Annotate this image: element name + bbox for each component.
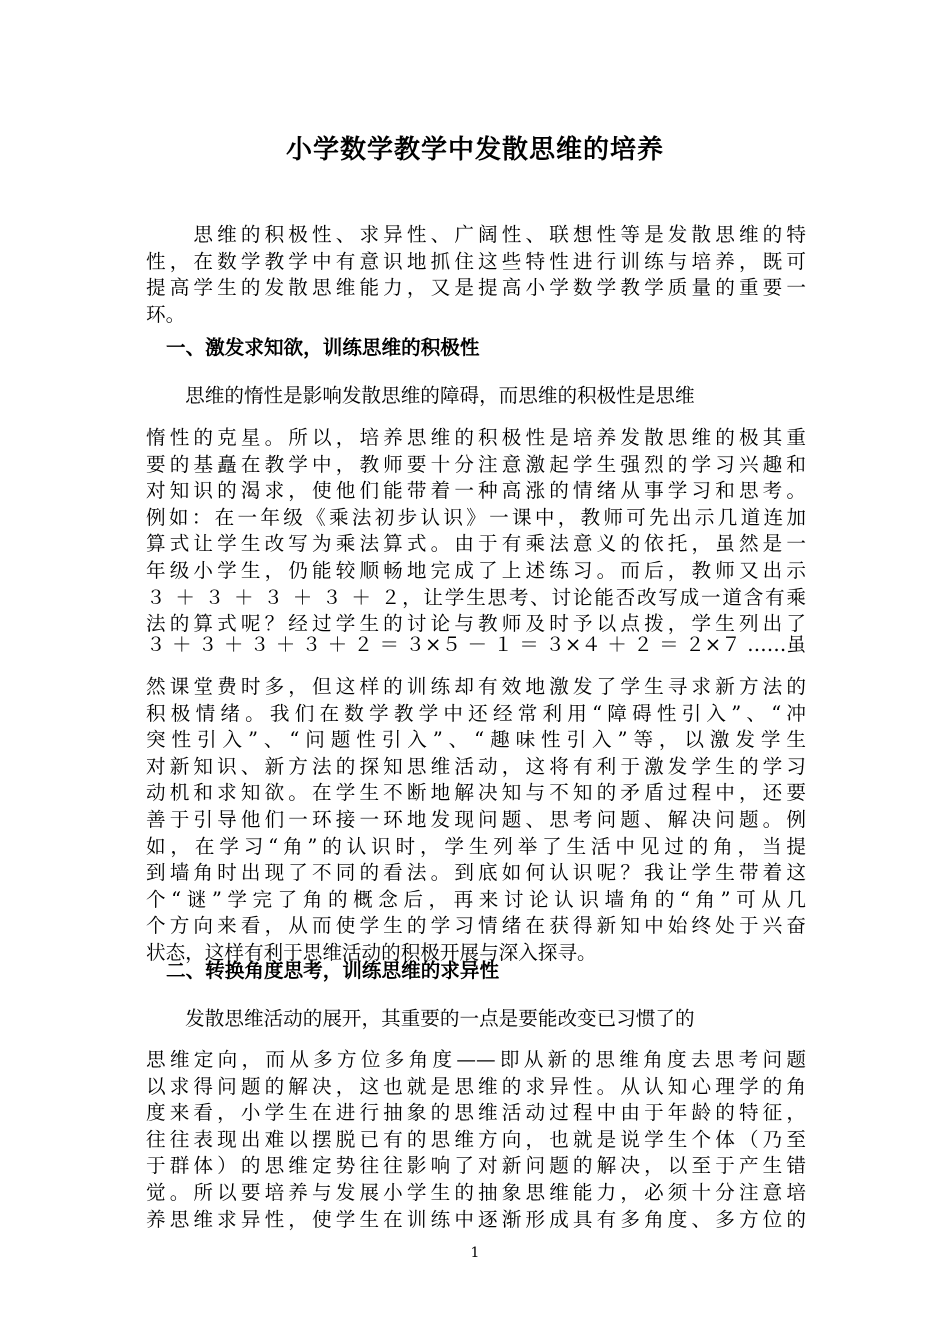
paragraph-line: 法的算式呢？经过学生的讨论与教师及时予以点拨，学生列出了 <box>146 612 806 636</box>
section1-paragraph-a <box>146 425 806 638</box>
section1-heading: 一、激发求知欲，训练思维的积极性 <box>166 336 480 359</box>
paragraph-line: 积极情绪。我们在数学教学中还经常利用“障碍性引入”、“冲 <box>146 701 806 725</box>
paragraph-line: 度来看，小学生在进行抽象的思维活动过程中由于年龄的特征， <box>146 1101 806 1125</box>
paragraph-line: 惰性的克星。所以，培养思维的积极性是培养发散思维的极其重 <box>146 426 806 449</box>
paragraph-line: 个“谜”学完了角的概念后，再来讨论认识墙角的“角”可从几 <box>146 887 806 911</box>
paragraph-line: 算式让学生改写为乘法算式。由于有乘法意义的依托，虽然是一 <box>146 532 806 556</box>
paragraph-line: 然课堂费时多，但这样的训练却有效地激发了学生寻求新方法的 <box>146 675 806 698</box>
paragraph-line: 思维定向，而从多方位多角度——即从新的思维角度去思考问题 <box>146 1048 806 1071</box>
paragraph-line: 对新知识、新方法的探知思维活动，这将有利于激发学生的学习 <box>146 754 806 778</box>
paragraph-line: 要的基矗在教学中，教师要十分注意激起学生强烈的学习兴趣和 <box>146 452 806 476</box>
paragraph-line: 以求得问题的解决，这也就是思维的求异性。从认知心理学的角 <box>146 1074 806 1098</box>
paragraph-line: 往往表现出难以摆脱已有的思维方向，也就是说学生个体（乃至 <box>146 1127 806 1151</box>
paragraph-line: ３ ＋ ３ ＋ ３ ＋ ３ ＋ ２，让学生思考、讨论能否改写成一道含有乘 <box>146 585 806 609</box>
paragraph-line: 年级小学生，仍能较顺畅地完成了上述练习。而后，教师又出示 <box>146 558 806 582</box>
intro-paragraph <box>146 222 806 328</box>
paragraph-line: 动机和求知欲。在学生不断地解决知与不知的矛盾过程中，还要 <box>146 781 806 805</box>
page-number: 1 <box>470 1245 480 1261</box>
paragraph-line: 到墙角时出现了不同的看法。到底如何认识呢？我让学生带着这 <box>146 861 806 885</box>
paragraph-line: 对知识的渴求，使他们能带着一种高涨的情绪从事学习和思考。 <box>146 479 806 503</box>
paragraph-line: 养思维求异性，使学生在训练中逐渐形成具有多角度、多方位的 <box>146 1207 806 1231</box>
paragraph-line: 环。 <box>146 302 186 326</box>
equation-line <box>146 632 806 659</box>
paragraph-line: 状态，这样有利于思维活动的积极开展与深入探寻。 <box>146 940 597 964</box>
paragraph-line: 思维的积极性、求异性、广阔性、联想性等是发散思维的特 <box>146 223 806 246</box>
section1-paragraph-b <box>146 674 806 967</box>
paragraph-line: 如，在学习“角”的认识时，学生列举了生活中见过的角，当提 <box>146 834 806 858</box>
paragraph-line: 提高学生的发散思维能力，又是提高小学数学教学质量的重要一 <box>146 276 806 300</box>
section1-first-line <box>146 383 806 410</box>
paragraph-line: 觉。所以要培养与发展小学生的抽象思维能力，必须十分注意培 <box>146 1180 806 1204</box>
paragraph-line: 思维的惰性是影响发散思维的障碍，而思维的积极性是思维 <box>146 384 695 407</box>
section2-heading: 二、转换角度思考，训练思维的求异性 <box>166 959 500 982</box>
paragraph-line: 发散思维活动的展开，其重要的一点是要能改变已习惯了的 <box>146 1007 695 1030</box>
section2-first-line <box>146 1006 806 1033</box>
document-title: 小学数学教学中发散思维的培养 <box>285 135 664 165</box>
paragraph-line: 于群体）的思维定势往往影响了对新问题的解决，以至于产生错 <box>146 1154 806 1178</box>
section2-paragraph <box>146 1047 806 1233</box>
paragraph-line: ３ ＋ ３ ＋ ３ ＋ ３ ＋ ２ ＝ ３×５ － １ ＝ ３×４ ＋ ２ ＝ ２×７ ……虽 <box>146 633 806 656</box>
paragraph-line: 善于引导他们一环接一环地发现问题、思考问题、解决问题。例 <box>146 807 806 831</box>
paragraph-line: 个方向来看，从而使学生的学习情绪在获得新知中始终处于兴奋 <box>146 914 806 938</box>
paragraph-line: 突性引入”、“问题性引入”、“趣味性引入”等，以激发学生 <box>146 728 806 752</box>
paragraph-line: 性，在数学教学中有意识地抓住这些特性进行训练与培养，既可 <box>146 249 806 273</box>
paragraph-line: 例如：在一年级《乘法初步认识》一课中，教师可先出示几道连加 <box>146 505 806 529</box>
